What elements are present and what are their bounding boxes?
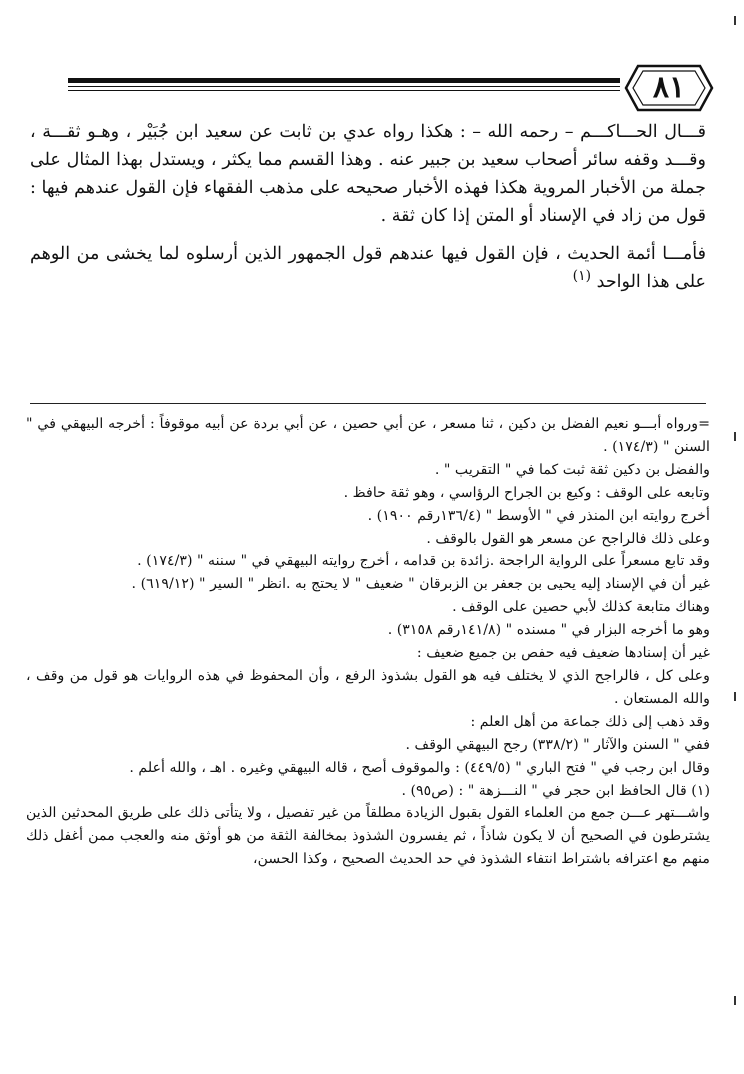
footnote-line: وقد تابع مسعراً على الرواية الراجحة .زائدة بن قدامه ، أخرج روايته البيهقي في " سننه " (١٧٤/٣) . — [137, 553, 710, 570]
footnote-line: (١) قال الحافظ ابن حجر في " النـــزهة " : (ص٩٥) . — [401, 782, 710, 799]
footnote-line: غير أن إسنادها ضعيف فيه حفص بن جميع ضعيف : — [416, 645, 710, 662]
footnote-line: غير أن في الإسناد إليه يحيى بن جعفر بن الزبرقان " ضعيف " لا يحتج به .انظر " السير " (٦١٩/١٢) . — [131, 576, 710, 593]
footnote-reference: (١) — [572, 268, 592, 285]
footnote-line: وعلى كل ، فالراجح الذي لا يختلف فيه هو القول بشذوذ الرفع ، وأن المحفوظ في هذه الروايات هو قول من وقف ، والله المستعان . — [26, 667, 710, 707]
footnote-line: أخرج روايته ابن المنذر في " الأوسط " (١٣٦/٤رقم ١٩٠٠) . — [367, 507, 710, 524]
footnote-separator — [30, 403, 706, 404]
main-text — [30, 118, 706, 296]
scan-mark — [734, 432, 736, 441]
scan-mark — [734, 996, 736, 1005]
page-header — [68, 62, 726, 118]
footnotes — [26, 413, 710, 871]
body-paragraph-text: فأمـــا أئمة الحديث ، فإن القول فيها عندهم قول الجمهور الذين أرسلوه لما يخشى من الوهم على هذا الواحد — [30, 244, 706, 292]
body-paragraph — [30, 240, 706, 296]
footnote-line: وعلى ذلك فالراجح عن مسعر هو القول بالوقف . — [426, 530, 710, 547]
scan-mark — [734, 692, 736, 701]
body-paragraph: قـــال الحـــاكـــم – رحمه الله – : هكذا رواه عدي بن ثابت عن سعيد ابن جُبَيْر ، وهـو ثقـــة ، وقـــد وقفه سائر أصحاب سعيد بن جبير عنه . وهذا القسم مما يكثر ، ويستدل بهذا المثال على جملة من الأخبار المروية هكذا فهذه الأخبار صحيحه على مذهب الفقهاء فإن القول عندهم فيها : قول من زاد في الإسناد أو المتن إذا كان ثقة . — [30, 122, 706, 226]
scan-mark — [734, 16, 736, 25]
footnote-line: وتابعه على الوقف : وكيع بن الجراح الرؤاسي ، وهو ثقة حافظ . — [343, 484, 710, 501]
page-number: ٨١ — [652, 70, 686, 105]
footnote-line: وهناك متابعة كذلك لأبي حصين على الوقف . — [452, 599, 710, 616]
footnote-line: وهو ما أخرجه البزار في " مسنده " (١٤١/٨رقم ٣١٥٨) . — [387, 622, 710, 639]
footnote-line: =ورواه أبـــو نعيم الفضل بن دكين ، ثنا مسعر ، عن أبي حصين ، عن أبي بردة عن أبيه موقوفاً : أخرجه البيهقي في " السنن " (١٧٤/٣) . — [26, 416, 710, 455]
footnote-line: واشـــتهر عـــن جمع من العلماء القول بقبول الزيادة مطلقاً من غير تفصيل ، ولا يتأتى ذلك على طريق المحدثين الذين يشترطون في الصحيح أن لا يكون شاذاً ، ثم يفسرون الشذوذ بمخالفة الثقة من هو أوثق منه والعجب ممن أغفل ذلك منهم مع اعترافه باشتراط انتفاء الشذوذ في حد الحديث الصحيح ، وكذا الحسن، — [26, 805, 710, 868]
footnote-line: وقد ذهب إلى ذلك جماعة من أهل العلم : — [470, 713, 710, 730]
footnote-line: وقال ابن رجب في " فتح الباري " (٤٤٩/٥) : والموقوف أصح ، قاله البيهقي وغيره . اهـ ، والله أعلم . — [129, 759, 710, 776]
header-rule — [68, 76, 620, 96]
page-number-badge — [624, 62, 714, 114]
footnote-line: والفضل بن دكين ثقة ثبت كما في " التقريب " . — [434, 461, 710, 478]
footnote-line: ففي " السنن والآثار " (٣٣٨/٢) رجح البيهقي الوقف . — [405, 736, 710, 753]
